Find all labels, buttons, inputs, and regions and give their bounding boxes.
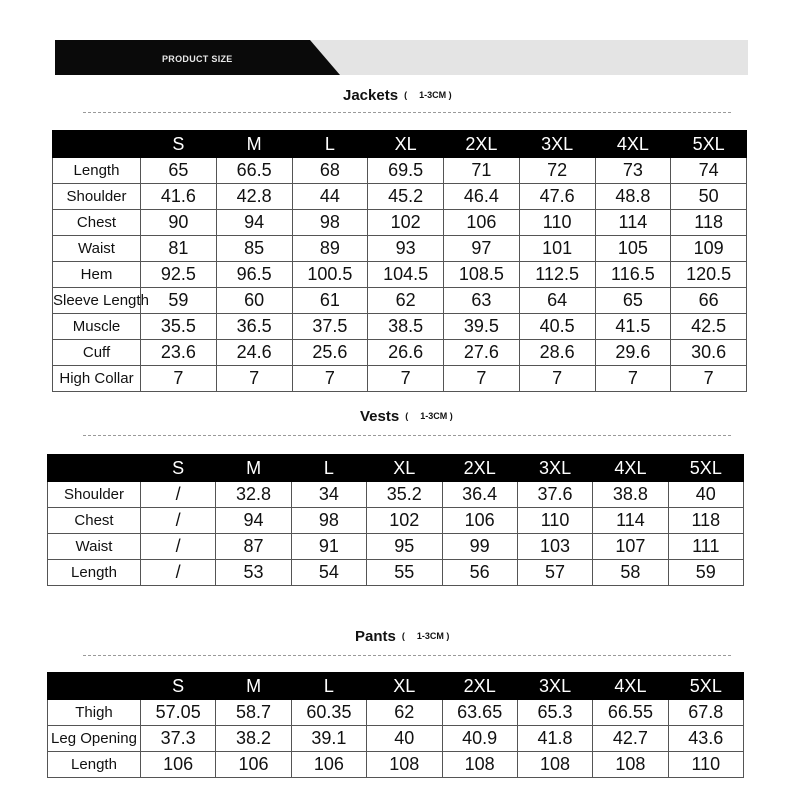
measurement-cell: 71 — [444, 158, 520, 184]
measurement-cell: 37.5 — [292, 314, 368, 340]
size-header-5xl: 5XL — [668, 673, 743, 700]
measurement-cell: 81 — [141, 236, 217, 262]
measurement-cell: 41.6 — [141, 184, 217, 210]
row-label: Chest — [48, 508, 141, 534]
measurement-cell: 27.6 — [444, 340, 520, 366]
measurement-cell: 104.5 — [368, 262, 444, 288]
measurement-cell: 43.6 — [668, 726, 743, 752]
measurement-cell: 38.8 — [593, 482, 668, 508]
size-header-s: S — [141, 673, 216, 700]
size-header-4xl: 4XL — [595, 131, 671, 158]
measurement-cell: 112.5 — [519, 262, 595, 288]
measurement-cell: 53 — [216, 560, 291, 586]
measurement-cell: / — [141, 482, 216, 508]
measurement-cell: 38.2 — [216, 726, 291, 752]
measurement-cell: 42.5 — [671, 314, 747, 340]
measurement-cell: 99 — [442, 534, 517, 560]
table-row — [53, 158, 747, 184]
header-corner-cell — [48, 455, 141, 482]
product-size-banner — [55, 40, 748, 75]
measurement-cell: 7 — [141, 366, 217, 392]
measurement-cell: 94 — [216, 210, 292, 236]
vests-heading — [360, 408, 453, 426]
measurement-cell: 57.05 — [141, 700, 216, 726]
row-label: Shoulder — [53, 184, 141, 210]
measurement-cell: 34 — [291, 482, 366, 508]
measurement-cell: 42.7 — [593, 726, 668, 752]
size-header-xl: XL — [367, 673, 442, 700]
measurement-cell: 85 — [216, 236, 292, 262]
measurement-cell: 41.5 — [595, 314, 671, 340]
table-row — [48, 752, 744, 778]
measurement-cell: 58.7 — [216, 700, 291, 726]
measurement-cell: 7 — [671, 366, 747, 392]
table-row — [53, 314, 747, 340]
row-label: Chest — [53, 210, 141, 236]
measurement-cell: 59 — [668, 560, 743, 586]
table-header-row — [48, 673, 744, 700]
table-row — [48, 560, 744, 586]
measurement-cell: 40.5 — [519, 314, 595, 340]
measurement-cell: 108.5 — [444, 262, 520, 288]
measurement-cell: 106 — [291, 752, 366, 778]
measurement-cell: 68 — [292, 158, 368, 184]
measurement-cell: 40 — [367, 726, 442, 752]
measurement-cell: 60.35 — [291, 700, 366, 726]
measurement-cell: 44 — [292, 184, 368, 210]
table-row — [53, 262, 747, 288]
measurement-cell: 65 — [141, 158, 217, 184]
measurement-cell: 37.6 — [517, 482, 592, 508]
table-row — [53, 184, 747, 210]
table-row — [53, 236, 747, 262]
pants-heading — [355, 628, 449, 646]
measurement-cell: 110 — [668, 752, 743, 778]
measurement-cell: 114 — [595, 210, 671, 236]
table-row — [53, 210, 747, 236]
size-header-5xl: 5XL — [668, 455, 743, 482]
measurement-cell: 87 — [216, 534, 291, 560]
measurement-cell: 98 — [291, 508, 366, 534]
size-header-2xl: 2XL — [442, 673, 517, 700]
measurement-cell: 29.6 — [595, 340, 671, 366]
row-label: Length — [53, 158, 141, 184]
table-row — [48, 482, 744, 508]
measurement-cell: / — [141, 534, 216, 560]
measurement-cell: 114 — [593, 508, 668, 534]
measurement-cell: 105 — [595, 236, 671, 262]
measurement-cell: 96.5 — [216, 262, 292, 288]
measurement-cell: 54 — [291, 560, 366, 586]
measurement-cell: 59 — [141, 288, 217, 314]
measurement-cell: 106 — [442, 508, 517, 534]
size-header-s: S — [141, 455, 216, 482]
measurement-cell: 65.3 — [517, 700, 592, 726]
measurement-cell: 108 — [442, 752, 517, 778]
measurement-cell: 63 — [444, 288, 520, 314]
size-header-s: S — [141, 131, 217, 158]
measurement-cell: 89 — [292, 236, 368, 262]
measurement-cell: 95 — [367, 534, 442, 560]
measurement-cell: 74 — [671, 158, 747, 184]
size-header-3xl: 3XL — [519, 131, 595, 158]
measurement-cell: 46.4 — [444, 184, 520, 210]
row-label: Sleeve Length — [53, 288, 141, 314]
row-label: Hem — [53, 262, 141, 288]
size-header-4xl: 4XL — [593, 673, 668, 700]
measurement-cell: 116.5 — [595, 262, 671, 288]
size-header-4xl: 4XL — [593, 455, 668, 482]
measurement-cell: 91 — [291, 534, 366, 560]
measurement-cell: 110 — [517, 508, 592, 534]
measurement-cell: 100.5 — [292, 262, 368, 288]
row-label: Length — [48, 560, 141, 586]
measurement-cell: 25.6 — [292, 340, 368, 366]
size-header-l: L — [292, 131, 368, 158]
size-header-3xl: 3XL — [517, 455, 592, 482]
measurement-cell: 7 — [292, 366, 368, 392]
table-row — [48, 508, 744, 534]
measurement-cell: 107 — [593, 534, 668, 560]
measurement-cell: 26.6 — [368, 340, 444, 366]
size-header-xl: XL — [368, 131, 444, 158]
jackets-title: Jackets — [343, 87, 399, 104]
row-label: Leg Opening — [48, 726, 141, 752]
size-header-m: M — [216, 131, 292, 158]
measurement-cell: 73 — [595, 158, 671, 184]
measurement-cell: 42.8 — [216, 184, 292, 210]
pants-divider — [83, 655, 731, 656]
measurement-cell: 7 — [368, 366, 444, 392]
measurement-cell: 30.6 — [671, 340, 747, 366]
size-header-l: L — [291, 455, 366, 482]
measurement-cell: 39.1 — [291, 726, 366, 752]
measurement-cell: 23.6 — [141, 340, 217, 366]
measurement-cell: 63.65 — [442, 700, 517, 726]
measurement-cell: 66.55 — [593, 700, 668, 726]
measurement-cell: 62 — [368, 288, 444, 314]
row-label: Waist — [48, 534, 141, 560]
table-header-row — [48, 455, 744, 482]
size-header-3xl: 3XL — [517, 673, 592, 700]
measurement-cell: 110 — [519, 210, 595, 236]
measurement-cell: 92.5 — [141, 262, 217, 288]
vests-range: 1-3CM ) — [420, 411, 453, 421]
measurement-cell: 64 — [519, 288, 595, 314]
vests-title: Vests — [360, 408, 400, 425]
size-header-2xl: 2XL — [442, 455, 517, 482]
measurement-cell: 60 — [216, 288, 292, 314]
measurement-cell: 56 — [442, 560, 517, 586]
measurement-cell: 62 — [367, 700, 442, 726]
measurement-cell: 102 — [368, 210, 444, 236]
pants-range: 1-3CM ) — [416, 631, 450, 641]
measurement-cell: 7 — [444, 366, 520, 392]
size-header-2xl: 2XL — [444, 131, 520, 158]
measurement-cell: 93 — [368, 236, 444, 262]
row-label: Length — [48, 752, 141, 778]
row-label: Thigh — [48, 700, 141, 726]
size-header-l: L — [291, 673, 366, 700]
measurement-cell: 47.6 — [519, 184, 595, 210]
measurement-cell: 101 — [519, 236, 595, 262]
size-header-xl: XL — [367, 455, 442, 482]
measurement-cell: 37.3 — [141, 726, 216, 752]
table-row — [53, 366, 747, 392]
table-row — [53, 288, 747, 314]
measurement-cell: 35.5 — [141, 314, 217, 340]
row-label: Cuff — [53, 340, 141, 366]
pants-title: Pants — [355, 628, 396, 645]
measurement-cell: / — [141, 560, 216, 586]
measurement-cell: 108 — [517, 752, 592, 778]
banner-title: PRODUCT SIZE — [162, 54, 233, 64]
measurement-cell: 61 — [292, 288, 368, 314]
measurement-cell: 106 — [141, 752, 216, 778]
measurement-cell: 7 — [216, 366, 292, 392]
measurement-cell: 58 — [593, 560, 668, 586]
measurement-cell: 66 — [671, 288, 747, 314]
size-header-5xl: 5XL — [671, 131, 747, 158]
measurement-cell: 32.8 — [216, 482, 291, 508]
measurement-cell: 65 — [595, 288, 671, 314]
jackets-size-table — [52, 130, 747, 392]
measurement-cell: 98 — [292, 210, 368, 236]
measurement-cell: 106 — [216, 752, 291, 778]
vests-size-table — [47, 454, 744, 586]
measurement-cell: 108 — [593, 752, 668, 778]
jackets-heading — [343, 87, 452, 105]
jackets-divider — [83, 112, 731, 113]
measurement-cell: 39.5 — [444, 314, 520, 340]
measurement-cell: 103 — [517, 534, 592, 560]
measurement-cell: 55 — [367, 560, 442, 586]
measurement-cell: 94 — [216, 508, 291, 534]
vests-range-open: ( — [405, 411, 409, 421]
measurement-cell: 36.4 — [442, 482, 517, 508]
measurement-cell: 67.8 — [668, 700, 743, 726]
measurement-cell: 118 — [671, 210, 747, 236]
measurement-cell: 48.8 — [595, 184, 671, 210]
measurement-cell: 45.2 — [368, 184, 444, 210]
measurement-cell: 106 — [444, 210, 520, 236]
jackets-range: 1-3CM ) — [419, 90, 452, 100]
measurement-cell: 111 — [668, 534, 743, 560]
measurement-cell: 36.5 — [216, 314, 292, 340]
measurement-cell: 28.6 — [519, 340, 595, 366]
row-label: Muscle — [53, 314, 141, 340]
measurement-cell: 102 — [367, 508, 442, 534]
measurement-cell: 57 — [517, 560, 592, 586]
table-header-row — [53, 131, 747, 158]
measurement-cell: 118 — [668, 508, 743, 534]
header-corner-cell — [53, 131, 141, 158]
row-label: Shoulder — [48, 482, 141, 508]
measurement-cell: 7 — [595, 366, 671, 392]
row-label: Waist — [53, 236, 141, 262]
table-row — [48, 700, 744, 726]
measurement-cell: 120.5 — [671, 262, 747, 288]
measurement-cell: 109 — [671, 236, 747, 262]
measurement-cell: 66.5 — [216, 158, 292, 184]
measurement-cell: 24.6 — [216, 340, 292, 366]
size-header-m: M — [216, 673, 291, 700]
table-row — [53, 340, 747, 366]
vests-divider — [83, 435, 731, 436]
measurement-cell: 90 — [141, 210, 217, 236]
row-label: High Collar — [53, 366, 141, 392]
measurement-cell: 97 — [444, 236, 520, 262]
measurement-cell: 35.2 — [367, 482, 442, 508]
jackets-range-open: ( — [404, 90, 408, 100]
table-row — [48, 534, 744, 560]
measurement-cell: 7 — [519, 366, 595, 392]
measurement-cell: 69.5 — [368, 158, 444, 184]
measurement-cell: 38.5 — [368, 314, 444, 340]
size-header-m: M — [216, 455, 291, 482]
measurement-cell: 108 — [367, 752, 442, 778]
measurement-cell: 40 — [668, 482, 743, 508]
header-corner-cell — [48, 673, 141, 700]
measurement-cell: 50 — [671, 184, 747, 210]
measurement-cell: 41.8 — [517, 726, 592, 752]
measurement-cell: 40.9 — [442, 726, 517, 752]
measurement-cell: 72 — [519, 158, 595, 184]
pants-size-table — [47, 672, 744, 778]
table-row — [48, 726, 744, 752]
pants-range-open: ( — [401, 631, 405, 641]
measurement-cell: / — [141, 508, 216, 534]
